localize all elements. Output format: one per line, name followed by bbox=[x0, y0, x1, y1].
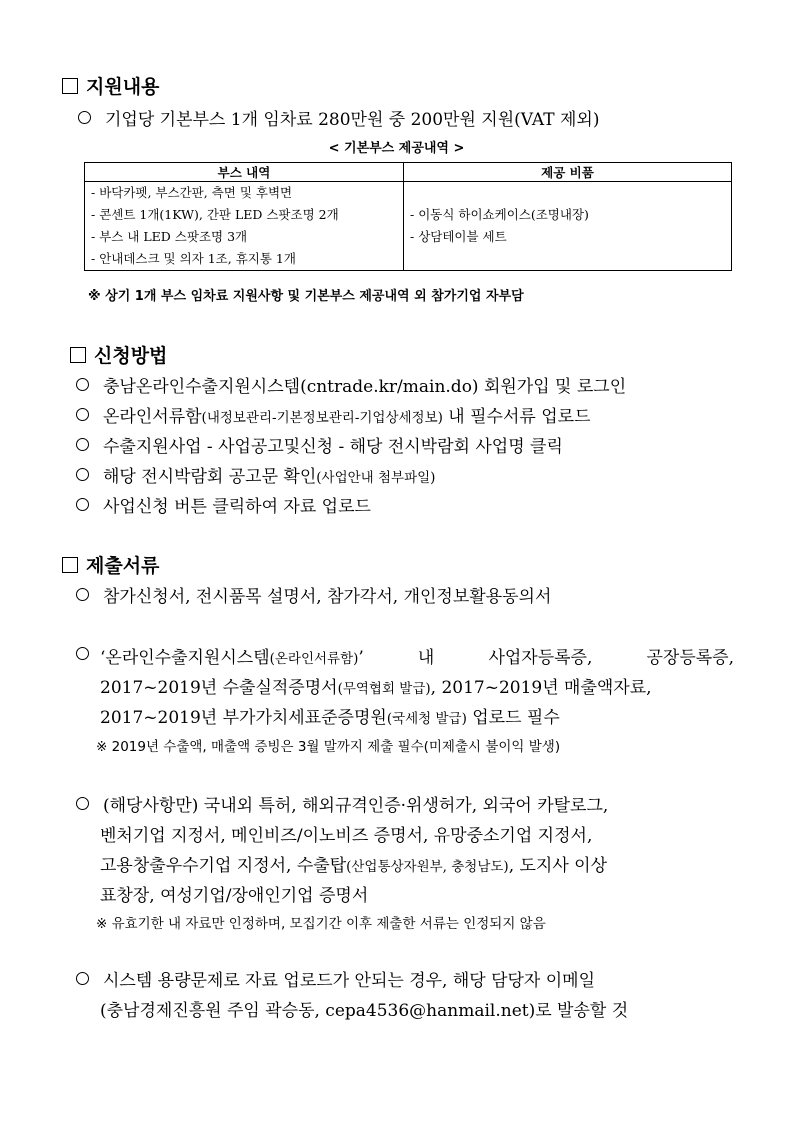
table-note: ※ 상기 1개 부스 임차료 지원사항 및 기본부스 제공내역 외 참가기업 자부담 bbox=[88, 289, 524, 304]
documents-item-email: 시스템 용량문제로 자료 업로드가 안되는 경우, 해당 담당자 이메일 bbox=[76, 966, 595, 991]
application-step: 수출지원사업 - 사업공고및신청 - 해당 전시박람회 사업명 클릭 bbox=[76, 432, 563, 457]
booth-item: - 바닥카펫, 부스간판, 측면 및 후벽면 bbox=[91, 185, 293, 200]
circle-bullet-icon bbox=[76, 468, 89, 481]
circle-bullet-icon bbox=[76, 588, 89, 601]
documents-note: ※ 유효기한 내 자료만 인정하며, 모집기간 이후 제출한 서류는 인정되지 않음 bbox=[96, 916, 546, 932]
circle-bullet-icon bbox=[76, 498, 89, 511]
application-step: 사업신청 버튼 클릭하여 자료 업로드 bbox=[76, 492, 371, 517]
documents-item-online bbox=[76, 646, 103, 666]
supply-item: - 상담테이블 세트 bbox=[410, 229, 507, 244]
circle-bullet-icon bbox=[76, 438, 89, 451]
section-title-support: 지원내용 bbox=[62, 72, 159, 99]
documents-line: ‘온라인수출지원시스템(온라인서류함)’ 내 사업자등록증, 공장등록증, bbox=[100, 648, 734, 668]
documents-item: 참가신청서, 전시품목 설명서, 참가각서, 개인정보활용동의서 bbox=[76, 582, 551, 607]
booth-item: - 안내데스크 및 의자 1조, 휴지통 1개 bbox=[91, 251, 296, 266]
table-header-supplies: 제공 비품 bbox=[404, 163, 732, 182]
application-step: 해당 전시박람회 공고문 확인(사업안내 첨부파일) bbox=[76, 462, 435, 487]
documents-line: 고용창출우수기업 지정서, 수출탑(산업통상자원부, 충청남도), 도지사 이상 bbox=[100, 856, 608, 876]
circle-bullet-icon bbox=[76, 797, 89, 810]
booth-item: - 부스 내 LED 스팟조명 3개 bbox=[91, 229, 248, 244]
documents-line: 표창장, 여성기업/장애인기업 증명서 bbox=[100, 886, 369, 906]
checkbox-square-icon bbox=[62, 78, 78, 94]
table-header-booth: 부스 내역 bbox=[85, 163, 404, 182]
documents-line: 2017~2019년 수출실적증명서(무역협회 발급), 2017~2019년 매출액자료, bbox=[100, 678, 652, 698]
documents-item-optional: (해당사항만) 국내외 특허, 해외규격인증·위생허가, 외국어 카탈로그, bbox=[76, 791, 608, 816]
documents-note: ※ 2019년 수출액, 매출액 증빙은 3월 말까지 제출 필수(미제출시 불이익 발생) bbox=[96, 739, 561, 755]
circle-bullet-icon bbox=[76, 408, 89, 421]
application-step: 온라인서류함(내정보관리-기본정보관리-기업상세정보) 내 필수서류 업로드 bbox=[76, 402, 591, 427]
application-step: 충남온라인수출지원시스템(cntrade.kr/main.do) 회원가입 및 로그인 bbox=[76, 372, 626, 397]
section-title-application: 신청방법 bbox=[70, 341, 167, 368]
section-title-documents: 제출서류 bbox=[62, 551, 159, 578]
documents-line: 벤처기업 지정서, 메인비즈/이노비즈 증명서, 유망중소기업 지정서, bbox=[100, 826, 593, 846]
checkbox-square-icon bbox=[70, 347, 86, 363]
booth-items-cell bbox=[85, 182, 404, 271]
checkbox-square-icon bbox=[62, 557, 78, 573]
supply-items-cell bbox=[404, 182, 732, 271]
circle-bullet-icon bbox=[78, 111, 91, 124]
booth-item: - 콘센트 1개(1KW), 간판 LED 스팟조명 2개 bbox=[91, 207, 339, 222]
circle-bullet-icon bbox=[76, 647, 89, 660]
supply-item: - 이동식 하이쇼케이스(조명내장) bbox=[410, 207, 589, 222]
circle-bullet-icon bbox=[76, 378, 89, 391]
booth-table bbox=[84, 162, 732, 271]
documents-line: 2017~2019년 부가가치세표준증명원(국세청 발급) 업로드 필수 bbox=[100, 708, 560, 728]
table-caption: < 기본부스 제공내역 > bbox=[328, 141, 465, 156]
circle-bullet-icon bbox=[76, 972, 89, 985]
support-item: 기업당 기본부스 1개 임차료 280만원 중 200만원 지원(VAT 제외) bbox=[78, 105, 599, 130]
documents-line: (충남경제진흥원 주임 곽승동, cepa4536@hanmail.net)로 발송할 것 bbox=[100, 1001, 629, 1021]
